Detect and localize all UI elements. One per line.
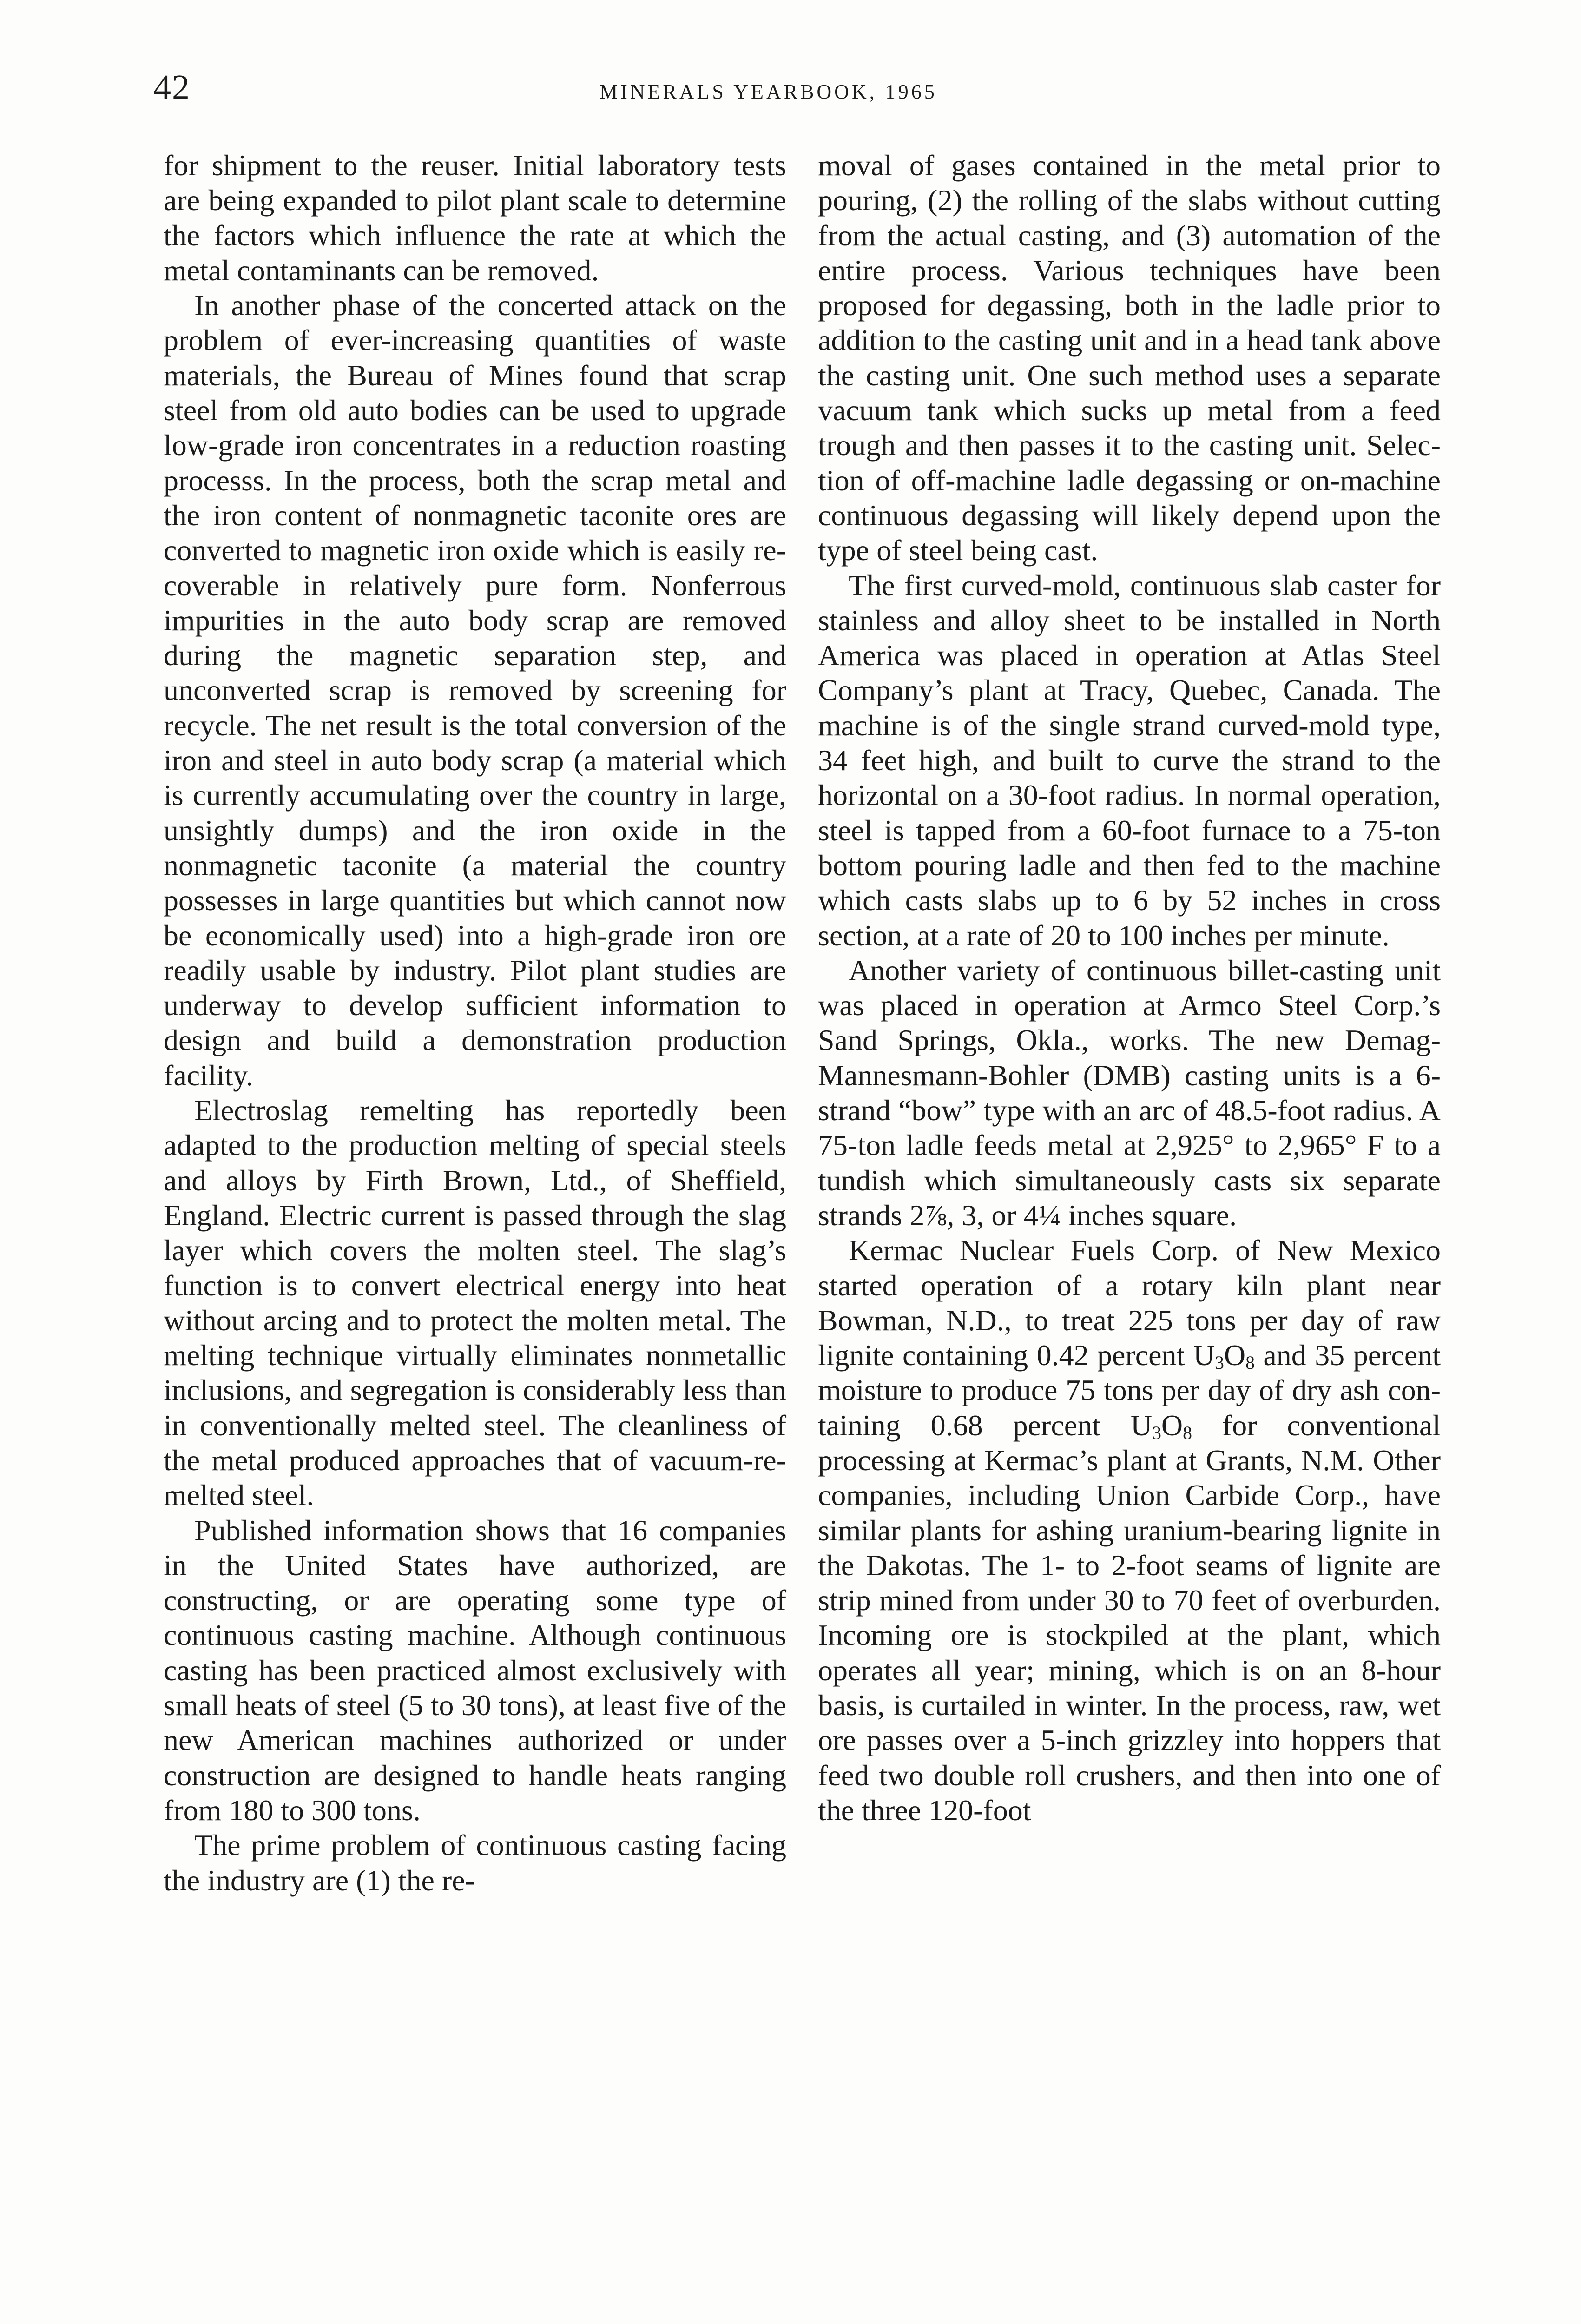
paragraph: for shipment to the reuser. Initial laboratory tests are being expanded to pilot plant scale to determine the factors which influence the rate at which the metal contaminants can be removed. bbox=[164, 149, 786, 287]
paragraph bbox=[818, 1233, 1441, 1828]
right-column bbox=[818, 148, 1441, 1828]
text-run: O bbox=[1161, 1408, 1183, 1442]
running-head: MINERALS YEARBOOK, 1965 bbox=[599, 80, 937, 103]
text-run: for conventional processing at Kermac’s plant at Grants, N.M. Other companies, including Union Carbide Corp., have similar plants for ashing uranium-bearing lignite in the Dakotas. The 1- to 2-foot seams of lignite are strip mined from under 30 to 70 feet of overburden. Incoming ore is stockpiled at the plant, which operates all year; mining, which is on an 8-hour basis, is curtailed in winter. In the process, raw, wet ore passes over a 5-inch grizzley into hoppers that feed two double roll crushers, and then into one of the three 120-foot bbox=[818, 1408, 1441, 1827]
subscript: 3 bbox=[1152, 1422, 1161, 1443]
text-run: Kermac Nuclear Fuels Corp. of New Mexico started operation of a rotary kiln plant near Bowman, N.D., to treat 225 tons per day of raw lignite containing 0.42 percent U bbox=[818, 1234, 1441, 1372]
paragraph: In another phase of the concerted attack on the problem of ever-increasing quantities of waste materials, the Bureau of Mines found that scrap steel from old auto bodies can be used to upgrade low-grade iron concentrates in a reduction roasting processs. In the process, both the scrap metal and the iron content of nonmagnetic taconite ores are converted to magnetic iron oxide which is easily recoverable in relatively pure form. Nonferrous impurities in the auto body scrap are removed during the magnetic separation step, and unconverted scrap is removed by screening for recycle. The net result is the total conversion of the iron and steel in auto body scrap (a material which is currently accumulating over the country in large, unsightly dumps) and the iron oxide in the nonmagnetic taconite (a material the country possesses in large quantities but which cannot now be economically used) into a high-grade iron ore readily usable by industry. Pilot plant studies are underway to develop sufficient information to design and build a demonstration production facility. bbox=[164, 289, 786, 1092]
text-run: O bbox=[1224, 1339, 1246, 1372]
paragraph: Electroslag remelting has reportedly been adapted to the production melting of special steels and alloys by Firth Brown, Ltd., of Sheffield, England. Electric current is passed through the slag layer which covers the molten steel. The slag’s function is to convert electrical energy into heat without arcing and to protect the molten metal. The melting technique virtually eliminates nonmetallic inclusions, and segregation is considerably less than in conventionally melted steel. The cleanliness of the metal produced approaches that of vacuum-remelted steel. bbox=[164, 1094, 786, 1512]
paragraph: Another variety of continuous billet-casting unit was placed in operation at Armco Steel Corp.’s Sand Springs, Okla., works. The new Demag-Mannesmann-Bohler (DMB) casting units is a 6-strand “bow” type with an arc of 48.5-foot radius. A 75-ton ladle feeds metal at 2,925° to 2,965° F to a tundish which simultaneously casts six separate strands 2⅞, 3, or 4¼ inches square. bbox=[818, 953, 1441, 1232]
subscript: 8 bbox=[1183, 1422, 1192, 1443]
page-number: 42 bbox=[153, 68, 191, 107]
subscript: 3 bbox=[1215, 1353, 1224, 1373]
text-run: and 35 percent moisture to produce 75 tons per day of dry ash containing 0.68 percent U bbox=[818, 1339, 1441, 1442]
left-column bbox=[164, 148, 786, 1898]
subscript: 8 bbox=[1245, 1353, 1255, 1373]
paragraph: The prime problem of continuous casting facing the industry are (1) the re- bbox=[164, 1829, 786, 1897]
paragraph: Published information shows that 16 companies in the United States have authorized, are constructing, or are operating some type of continuous casting machine. Although continuous casting has been practiced almost exclusively with small heats of steel (5 to 30 tons), at least five of the new American machines authorized or under construction are designed to handle heats ranging from 180 to 300 tons. bbox=[164, 1513, 786, 1827]
paragraph: moval of gases contained in the metal prior to pouring, (2) the rolling of the slabs without cutting from the actual casting, and (3) automation of the entire process. Various techniques have been proposed for degassing, both in the ladle prior to addition to the casting unit and in a head tank above the casting unit. One such method uses a separate vacuum tank which sucks up metal from a feed trough and then passes it to the casting unit. Selection of off-machine ladle degassing or on-machine continuous degassing will likely depend upon the type of steel being cast. bbox=[818, 149, 1441, 567]
paragraph: The first curved-mold, continuous slab caster for stainless and alloy sheet to be installed in North America was placed in operation at Atlas Steel Company’s plant at Tracy, Quebec, Canada. The machine is of the single strand curved-mold type, 34 feet high, and built to curve the strand to the horizontal on a 30-foot radius. In normal operation, steel is tapped from a 60-foot furnace to a 75-ton bottom pouring ladle and then fed to the machine which casts slabs up to 6 by 52 inches in cross section, at a rate of 20 to 100 inches per minute. bbox=[818, 568, 1441, 952]
